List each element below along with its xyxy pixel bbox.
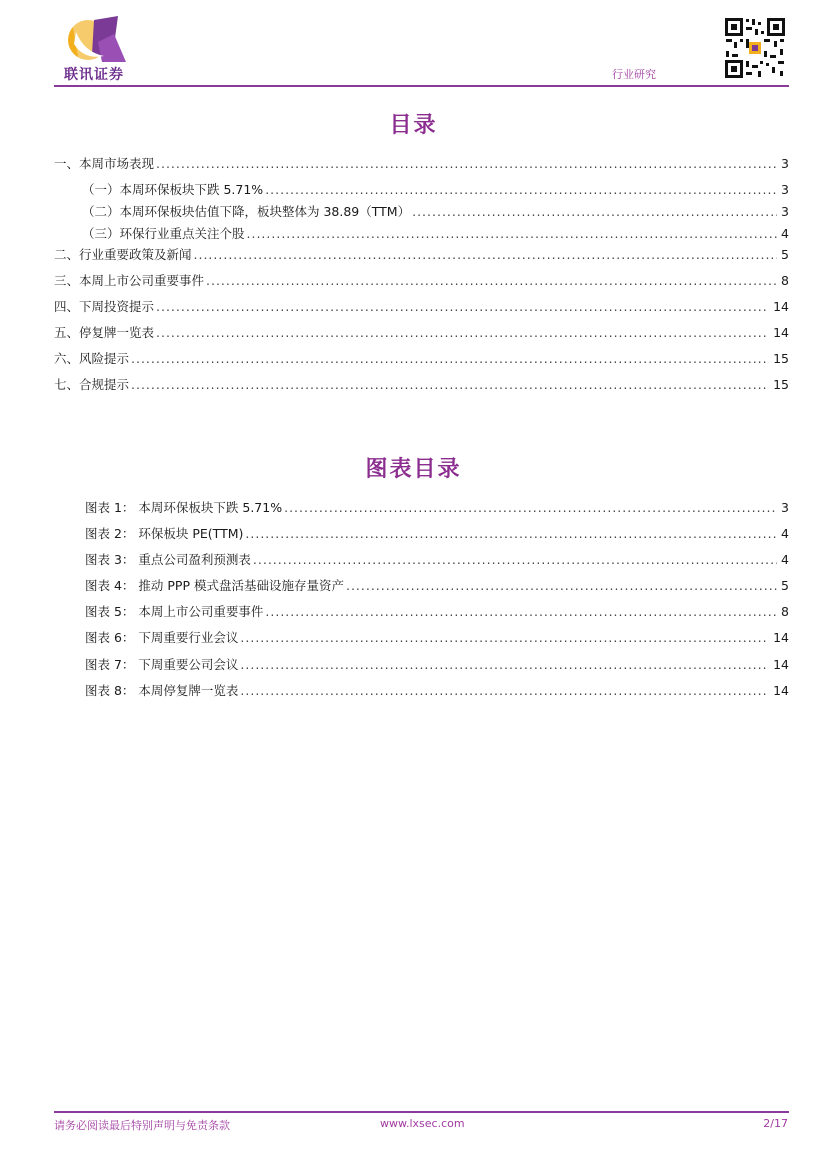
figure-entry-label: 图表 8： 本周停复牌一览表 [85, 683, 239, 698]
toc-entry-page: 4 [781, 226, 789, 241]
dot-leader [412, 203, 777, 221]
toc-entry-label: 五、停复牌一览表 [54, 325, 155, 340]
figure-entry[interactable] [85, 629, 789, 647]
dot-leader [131, 350, 769, 368]
dot-leader [245, 525, 777, 543]
qr-code-icon [724, 17, 786, 79]
toc-entry-label: 三、本周上市公司重要事件 [54, 273, 205, 288]
toc-entry-page: 14 [773, 299, 789, 314]
figure-entry-label: 图表 3： 重点公司盈利预测表 [85, 552, 251, 567]
toc-entry-label: （二）本周环保板块估值下降，板块整体为 38.89（TTM） [82, 204, 411, 219]
toc-entry-page: 8 [781, 273, 789, 288]
report-type-label: 行业研究 [612, 68, 656, 81]
figure-entry[interactable] [85, 656, 789, 674]
figure-entry-page: 14 [773, 657, 789, 672]
footer-divider [54, 1111, 789, 1113]
figure-entry[interactable] [85, 525, 789, 543]
toc-entry-page: 15 [773, 377, 789, 392]
toc-entry[interactable] [82, 225, 789, 243]
toc-entry[interactable] [54, 376, 789, 394]
disclaimer-note: 请务必阅读最后特别声明与免责条款 [54, 1119, 230, 1132]
logo-text: 联讯证券 [64, 67, 124, 83]
toc-entry-label: 六、风险提示 [54, 351, 130, 366]
toc-entry-label: （三）环保行业重点关注个股 [82, 226, 245, 241]
toc-entry-label: 四、下周投资提示 [54, 299, 155, 314]
figure-entry[interactable] [85, 682, 789, 700]
figure-entry[interactable] [85, 551, 789, 569]
toc-entry-page: 14 [773, 325, 789, 340]
dot-leader [156, 324, 769, 342]
dot-leader [156, 298, 769, 316]
figure-entry-label: 图表 1： 本周环保板块下跌 5.71% [85, 500, 283, 515]
toc-entry-page: 3 [781, 204, 789, 219]
figure-entry-page: 14 [773, 683, 789, 698]
dot-leader [265, 603, 777, 621]
page-number: 2/17 [763, 1117, 788, 1130]
figure-entry-label: 图表 7： 下周重要公司会议 [85, 657, 239, 672]
toc-entry-label: 七、合规提示 [54, 377, 130, 392]
dot-leader [240, 656, 769, 674]
dot-leader [194, 246, 778, 264]
toc-entry-label: （一）本周环保板块下跌 5.71% [82, 182, 264, 197]
figure-entry[interactable] [85, 603, 789, 621]
website-link[interactable]: www.lxsec.com [380, 1117, 465, 1130]
figure-entry-label: 图表 2： 环保板块 PE(TTM) [85, 526, 244, 541]
toc-title: 目录 [389, 113, 438, 138]
toc-entry[interactable] [54, 246, 789, 264]
figure-entry[interactable] [85, 577, 789, 595]
figure-list-title: 图表目录 [365, 457, 462, 482]
figure-entry-label: 图表 5： 本周上市公司重要事件 [85, 604, 264, 619]
figure-entry-page: 14 [773, 630, 789, 645]
dot-leader [265, 181, 777, 199]
toc-entry[interactable] [82, 203, 789, 221]
figure-entry-label: 图表 4： 推动 PPP 模式盘活基础设施存量资产 [85, 578, 344, 593]
toc-entry-page: 5 [781, 247, 789, 262]
toc-entry[interactable] [54, 350, 789, 368]
toc-entry-label: 二、行业重要政策及新闻 [54, 247, 192, 262]
toc-entry-label: 一、本周市场表现 [54, 156, 155, 171]
dot-leader [131, 376, 769, 394]
dot-leader [247, 225, 778, 243]
dot-leader [240, 682, 769, 700]
figure-entry[interactable] [85, 499, 789, 517]
dot-leader [156, 155, 777, 173]
dot-leader [240, 629, 769, 647]
dot-leader [206, 272, 777, 290]
figure-entry-page: 3 [781, 500, 789, 515]
figure-entry-page: 5 [781, 578, 789, 593]
toc-entry[interactable] [54, 298, 789, 316]
dot-leader [346, 577, 777, 595]
dot-leader [284, 499, 777, 517]
toc-entry-page: 15 [773, 351, 789, 366]
toc-entry[interactable] [82, 181, 789, 199]
toc-entry-page: 3 [781, 182, 789, 197]
dot-leader [253, 551, 777, 569]
toc-entry-page: 3 [781, 156, 789, 171]
toc-entry[interactable] [54, 324, 789, 342]
figure-entry-label: 图表 6： 下周重要行业会议 [85, 630, 239, 645]
header-divider [54, 85, 789, 87]
figure-entry-page: 8 [781, 604, 789, 619]
toc-entry[interactable] [54, 155, 789, 173]
figure-entry-page: 4 [781, 552, 789, 567]
toc-entry[interactable] [54, 272, 789, 290]
figure-entry-page: 4 [781, 526, 789, 541]
